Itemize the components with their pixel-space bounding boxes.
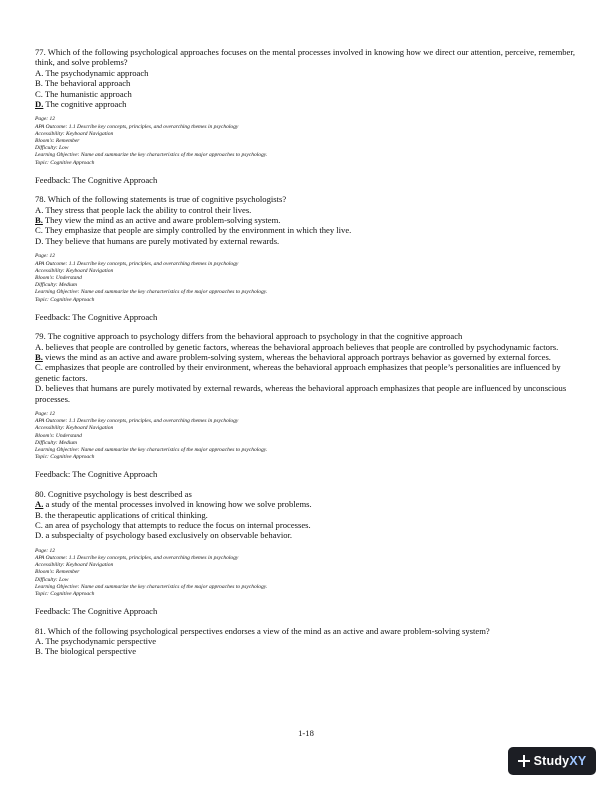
- metadata-line: Learning Objective: Name and summarize the key characteristics of the major approaches to psychology.: [35, 446, 268, 453]
- metadata-line: Topic: Cognitive Approach: [35, 296, 95, 303]
- correct-answer-letter: A.: [35, 499, 44, 510]
- metadata-line: APA Outcome: 1.1 Describe key concepts, principles, and overarching themes in psychology: [35, 260, 239, 267]
- question-metadata: [35, 411, 580, 461]
- metadata-line: Accessibility: Keyboard Navigation: [35, 267, 114, 274]
- question-block: [35, 626, 580, 657]
- question-text: 81. Which of the following psychological perspectives endorses a view of the mind as an active and aware problem-solving system?: [35, 625, 490, 636]
- question-block: [35, 47, 580, 185]
- answer-option: [35, 636, 580, 646]
- answer-text: emphasizes that people are controlled by their environment, whereas the behavioral approach emphasizes that people’s personalities are influenced by genetic factors.: [35, 362, 561, 383]
- answer-option: [35, 383, 580, 404]
- question-text: 79. The cognitive approach to psychology differs from the behavioral approach to psychology in that the cognitive approach: [35, 331, 463, 342]
- plus-icon: [518, 755, 530, 767]
- answer-letter: B.: [35, 509, 43, 520]
- answer-option: [35, 78, 580, 88]
- answer-letter: A.: [35, 636, 44, 647]
- metadata-line: Page: 12: [35, 410, 56, 417]
- answer-text: The psychodynamic perspective: [43, 636, 157, 647]
- answer-option: [35, 646, 580, 656]
- metadata-line: Topic: Cognitive Approach: [35, 591, 95, 598]
- metadata-line: Bloom's: Remember: [35, 569, 80, 576]
- correct-answer-letter: D.: [35, 99, 44, 110]
- metadata-line: Topic: Cognitive Approach: [35, 159, 95, 166]
- answer-text: a study of the mental processes involved in knowing how we solve problems.: [43, 499, 312, 510]
- feedback-text: Feedback: The Cognitive Approach: [35, 174, 158, 185]
- answer-option: [35, 352, 580, 362]
- question-metadata: [35, 253, 580, 303]
- answer-option: [35, 342, 580, 352]
- answer-letter: C.: [35, 362, 43, 373]
- metadata-line: Bloom's: Understand: [35, 432, 82, 439]
- answer-option: [35, 99, 580, 109]
- answer-letter: D.: [35, 530, 44, 541]
- question-text: 80. Cognitive psychology is best described as: [35, 488, 192, 499]
- question-metadata: [35, 116, 580, 166]
- metadata-line: Difficulty: Low: [35, 145, 69, 152]
- answer-option: [35, 510, 580, 520]
- answer-text: The humanistic approach: [42, 88, 132, 99]
- question-metadata: [35, 548, 580, 598]
- question-block: [35, 194, 580, 322]
- answer-option: [35, 89, 580, 99]
- answer-text: believes that people are controlled by genetic factors, whereas the behavioral approach believes that people are controlled by psychodynamic factors.: [43, 341, 559, 352]
- correct-answer-letter: B.: [35, 215, 43, 226]
- metadata-line: Page: 12: [35, 116, 56, 123]
- answer-text: views the mind as an active and aware problem-solving system, whereas the behavioral approach portrays behavior as governed by external forces.: [42, 351, 551, 362]
- metadata-line: Accessibility: Keyboard Navigation: [35, 130, 114, 137]
- answer-letter: C.: [35, 520, 43, 531]
- question-block: [35, 489, 580, 617]
- answer-letter: C.: [35, 88, 43, 99]
- metadata-line: Difficulty: Low: [35, 576, 69, 583]
- metadata-line: Bloom's: Understand: [35, 274, 82, 281]
- answer-option: [35, 520, 580, 530]
- question-text: 78. Which of the following statements is true of cognitive psychologists?: [35, 194, 287, 205]
- answer-text: They emphasize that people are simply controlled by the environment in which they live.: [42, 225, 352, 236]
- question-list: [35, 47, 580, 657]
- answer-text: They stress that people lack the ability to control their lives.: [43, 204, 252, 215]
- answer-option: [35, 362, 580, 383]
- answer-option: [35, 530, 580, 540]
- document-page: [35, 47, 580, 666]
- answer-text: The psychodynamic approach: [43, 67, 149, 78]
- answer-letter: D.: [35, 383, 44, 394]
- answer-option: [35, 205, 580, 215]
- answer-letter: A.: [35, 204, 44, 215]
- answer-text: They believe that humans are purely motivated by external rewards.: [43, 235, 280, 246]
- metadata-line: Learning Objective: Name and summarize the key characteristics of the major approaches to psychology.: [35, 289, 268, 296]
- answer-text: The cognitive approach: [43, 99, 127, 110]
- metadata-line: APA Outcome: 1.1 Describe key concepts, principles, and overarching themes in psychology: [35, 418, 239, 425]
- answer-letter: A.: [35, 67, 44, 78]
- answer-letter: B.: [35, 646, 43, 657]
- answer-option: [35, 236, 580, 246]
- answer-text: The behavioral approach: [42, 78, 131, 89]
- metadata-line: Accessibility: Keyboard Navigation: [35, 425, 114, 432]
- metadata-line: Page: 12: [35, 547, 56, 554]
- answer-option: [35, 68, 580, 78]
- answer-text: believes that humans are purely motivated by external rewards, whereas the behavioral approach emphasizes that people are influenced by unconscious processes.: [35, 383, 567, 404]
- answer-letter: B.: [35, 78, 43, 89]
- answer-text: a subspecialty of psychology based exclusively on observable behavior.: [43, 530, 293, 541]
- answer-text: the therapeutic applications of critical thinking.: [42, 509, 208, 520]
- metadata-line: Difficulty: Medium: [35, 439, 78, 446]
- metadata-line: APA Outcome: 1.1 Describe key concepts, principles, and overarching themes in psychology: [35, 555, 239, 562]
- answer-option: [35, 499, 580, 509]
- metadata-line: Learning Objective: Name and summarize the key characteristics of the major approaches to psychology.: [35, 152, 268, 159]
- question-text: 77. Which of the following psychological approaches focuses on the mental processes involved in knowing how we direct our attention, perceive, remember, think, and solve problems?: [35, 47, 576, 68]
- feedback-text: Feedback: The Cognitive Approach: [35, 311, 158, 322]
- answer-text: They view the mind as an active and aware problem-solving system.: [42, 215, 281, 226]
- logo-text: StudyXY: [533, 754, 587, 768]
- metadata-line: Difficulty: Medium: [35, 282, 78, 289]
- metadata-line: Bloom's: Remember: [35, 138, 80, 145]
- answer-option: [35, 215, 580, 225]
- metadata-line: Accessibility: Keyboard Navigation: [35, 562, 114, 569]
- answer-text: an area of psychology that attempts to reduce the focus on internal processes.: [42, 520, 311, 531]
- answer-text: The biological perspective: [42, 646, 137, 657]
- question-block: [35, 331, 580, 480]
- studyxy-logo[interactable]: [508, 747, 596, 775]
- answer-option: [35, 225, 580, 235]
- metadata-line: APA Outcome: 1.1 Describe key concepts, principles, and overarching themes in psychology: [35, 123, 239, 130]
- answer-letter: D.: [35, 235, 44, 246]
- feedback-text: Feedback: The Cognitive Approach: [35, 469, 158, 480]
- metadata-line: Page: 12: [35, 253, 56, 260]
- correct-answer-letter: B.: [35, 351, 43, 362]
- metadata-line: Learning Objective: Name and summarize the key characteristics of the major approaches to psychology.: [35, 583, 268, 590]
- page-number: 1-18: [298, 728, 314, 738]
- metadata-line: Topic: Cognitive Approach: [35, 454, 95, 461]
- feedback-text: Feedback: The Cognitive Approach: [35, 606, 158, 617]
- answer-letter: A.: [35, 341, 44, 352]
- answer-letter: C.: [35, 225, 43, 236]
